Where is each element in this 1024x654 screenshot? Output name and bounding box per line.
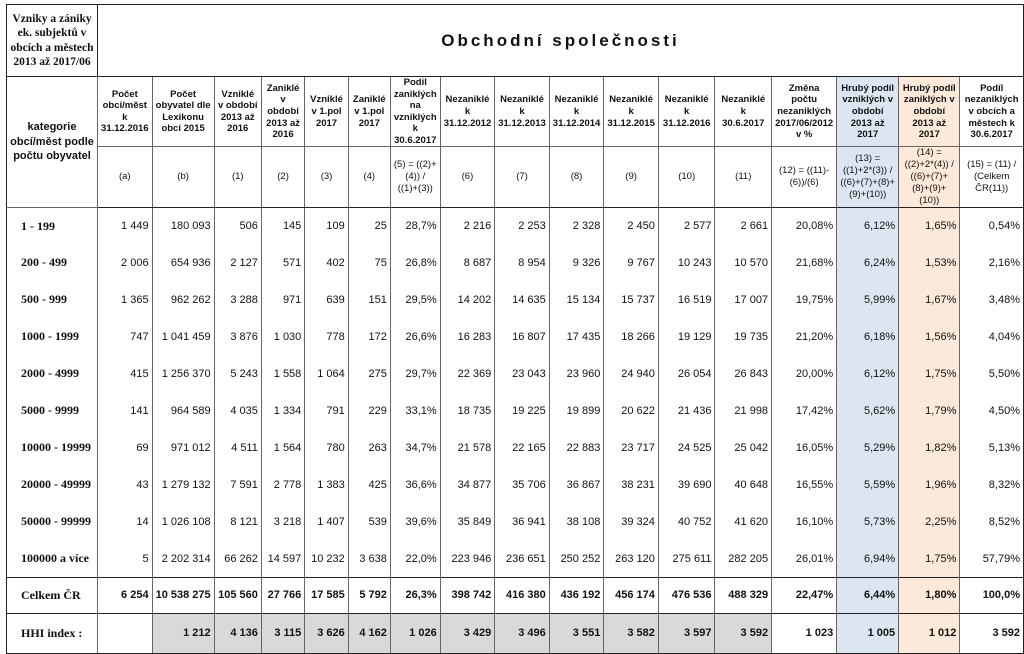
table-cell: 282 205 [715, 540, 772, 577]
table-cell: 1 012 [899, 613, 960, 653]
row-label: 20000 - 49999 [7, 466, 98, 503]
table-row [7, 503, 1024, 540]
table-cell: 39 690 [658, 466, 715, 503]
table-cell: 15 134 [549, 281, 604, 318]
table-cell: 1,53% [899, 244, 960, 281]
table-row [7, 281, 1024, 318]
column-formula: (5) = ((2)+(4)) / ((1)+(3)) [390, 147, 440, 207]
table-cell: 4 035 [214, 392, 261, 429]
table-cell: 275 611 [658, 540, 715, 577]
table-cell: 172 [348, 318, 390, 355]
table-cell: 10 538 275 [152, 577, 214, 613]
table-cell: 1,56% [899, 318, 960, 355]
table-cell: 16 519 [658, 281, 715, 318]
table-cell: 20 622 [604, 392, 659, 429]
column-formula: (1) [214, 147, 261, 207]
table-cell: 506 [214, 207, 261, 244]
table-cell: 7 591 [214, 466, 261, 503]
column-header: Nezaniklé k 31.12.2013 [495, 77, 550, 147]
table-cell: 416 380 [495, 577, 550, 613]
table-cell: 2 253 [495, 207, 550, 244]
table-cell: 4 511 [214, 429, 261, 466]
table-cell: 36 941 [495, 503, 550, 540]
table-cell: 5 792 [348, 577, 390, 613]
table-row [7, 392, 1024, 429]
table-cell: 2 661 [715, 207, 772, 244]
table-cell: 3 496 [495, 613, 550, 653]
table-cell: 66 262 [214, 540, 261, 577]
table-cell: 26 843 [715, 355, 772, 392]
table-cell: 6 254 [98, 577, 153, 613]
row-label: 10000 - 19999 [7, 429, 98, 466]
row-label: 200 - 499 [7, 244, 98, 281]
table-cell: 229 [348, 392, 390, 429]
table-cell: 4 136 [214, 613, 261, 653]
table-cell: 1 026 108 [152, 503, 214, 540]
table-cell: 22,0% [390, 540, 440, 577]
table-cell: 22 369 [440, 355, 495, 392]
column-formula: (b) [152, 147, 214, 207]
table-cell: 17 435 [549, 318, 604, 355]
table-cell: 2,16% [960, 244, 1024, 281]
table-cell: 1 026 [390, 613, 440, 653]
table-cell: 21 998 [715, 392, 772, 429]
table-cell: 29,5% [390, 281, 440, 318]
table-cell: 6,12% [837, 355, 899, 392]
title-row [7, 5, 1024, 77]
table-cell: 476 536 [658, 577, 715, 613]
table-cell: 33,1% [390, 392, 440, 429]
table-cell: 2 216 [440, 207, 495, 244]
formula-row [7, 147, 1024, 207]
table-cell: 25 [348, 207, 390, 244]
table-cell: 1 256 370 [152, 355, 214, 392]
table-cell: 14 597 [261, 540, 304, 577]
table-cell: 180 093 [152, 207, 214, 244]
table-cell: 19 225 [495, 392, 550, 429]
table-cell: 3,48% [960, 281, 1024, 318]
table-cell: 5,50% [960, 355, 1024, 392]
table-cell: 1,80% [899, 577, 960, 613]
table-cell: 141 [98, 392, 153, 429]
table-cell: 26,6% [390, 318, 440, 355]
table-cell: 25 042 [715, 429, 772, 466]
table-cell: 6,18% [837, 318, 899, 355]
table-cell: 5,99% [837, 281, 899, 318]
statistics-table-container [6, 4, 1024, 654]
table-cell: 1 005 [837, 613, 899, 653]
table-cell: 22 883 [549, 429, 604, 466]
table-cell: 19 129 [658, 318, 715, 355]
table-cell: 2 450 [604, 207, 659, 244]
table-cell: 3 429 [440, 613, 495, 653]
table-cell: 654 936 [152, 244, 214, 281]
table-cell: 1 564 [261, 429, 304, 466]
column-header: Počet obyvatel dle Lexikonu obcí 2015 [152, 77, 214, 147]
column-header: Nezaniklé k 31.12.2014 [549, 77, 604, 147]
table-cell: 8,52% [960, 503, 1024, 540]
column-formula: (12) = ((11)-(6))/(6) [772, 147, 837, 207]
column-formula: (7) [495, 147, 550, 207]
table-cell: 1 365 [98, 281, 153, 318]
table-cell: 971 [261, 281, 304, 318]
table-cell: 26 054 [658, 355, 715, 392]
table-cell: 21,20% [772, 318, 837, 355]
table-cell: 16,05% [772, 429, 837, 466]
table-row [7, 244, 1024, 281]
table-row [7, 429, 1024, 466]
statistics-table [6, 4, 1024, 654]
table-cell: 18 735 [440, 392, 495, 429]
column-formula: (13) = ((1)+2*(3)) / ((6)+(7)+(8)+(9)+(10)) [837, 147, 899, 207]
table-cell: 34,7% [390, 429, 440, 466]
table-cell: 971 012 [152, 429, 214, 466]
table-cell: 40 648 [715, 466, 772, 503]
table-cell: 34 877 [440, 466, 495, 503]
table-cell: 24 940 [604, 355, 659, 392]
table-cell: 3 597 [658, 613, 715, 653]
table-cell: 1,82% [899, 429, 960, 466]
table-cell: 223 946 [440, 540, 495, 577]
table-cell: 43 [98, 466, 153, 503]
table-cell: 17,42% [772, 392, 837, 429]
table-cell: 19 735 [715, 318, 772, 355]
table-cell: 539 [348, 503, 390, 540]
table-row [7, 540, 1024, 577]
column-header: Hrubý podíl vzniklých v období 2013 až 2017 [837, 77, 899, 147]
column-formula: (8) [549, 147, 604, 207]
table-cell: 26,8% [390, 244, 440, 281]
table-cell: 8 121 [214, 503, 261, 540]
table-cell: 402 [305, 244, 348, 281]
table-cell: 1 030 [261, 318, 304, 355]
table-cell: 3 288 [214, 281, 261, 318]
row-label: Celkem ČR [7, 577, 98, 613]
table-cell: 36 867 [549, 466, 604, 503]
table-cell: 2 577 [658, 207, 715, 244]
table-cell: 40 752 [658, 503, 715, 540]
column-formula: (10) [658, 147, 715, 207]
table-cell: 109 [305, 207, 348, 244]
column-formula: (a) [98, 147, 153, 207]
table-row [7, 318, 1024, 355]
table-cell: 3 592 [960, 613, 1024, 653]
table-cell: 3 638 [348, 540, 390, 577]
table-cell: 2 006 [98, 244, 153, 281]
table-cell: 425 [348, 466, 390, 503]
table-cell: 8 687 [440, 244, 495, 281]
table-cell: 29,7% [390, 355, 440, 392]
table-cell: 488 329 [715, 577, 772, 613]
column-header: Podíl zaniklých na vzniklých k 30.6.2017 [390, 77, 440, 147]
table-cell: 1 279 132 [152, 466, 214, 503]
table-cell: 2 127 [214, 244, 261, 281]
table-cell: 778 [305, 318, 348, 355]
table-cell: 10 243 [658, 244, 715, 281]
table-cell: 38 108 [549, 503, 604, 540]
table-cell: 780 [305, 429, 348, 466]
table-cell: 28,7% [390, 207, 440, 244]
table-cell: 2 778 [261, 466, 304, 503]
table-cell: 1 212 [152, 613, 214, 653]
table-cell: 436 192 [549, 577, 604, 613]
column-formula: (15) = (11) / (Celkem ČR(11)) [960, 147, 1024, 207]
table-cell: 1,65% [899, 207, 960, 244]
table-cell: 8 954 [495, 244, 550, 281]
table-row [7, 466, 1024, 503]
column-formula: (9) [604, 147, 659, 207]
table-cell: 20,00% [772, 355, 837, 392]
table-cell: 1,79% [899, 392, 960, 429]
table-cell: 3 582 [604, 613, 659, 653]
table-cell: 19 899 [549, 392, 604, 429]
table-cell: 26,01% [772, 540, 837, 577]
table-cell: 1,75% [899, 540, 960, 577]
table-cell: 8,32% [960, 466, 1024, 503]
table-cell: 17 007 [715, 281, 772, 318]
table-cell: 6,24% [837, 244, 899, 281]
table-cell: 2,25% [899, 503, 960, 540]
table-cell: 105 560 [214, 577, 261, 613]
table-cell: 39,6% [390, 503, 440, 540]
table-cell: 38 231 [604, 466, 659, 503]
table-cell [98, 613, 153, 653]
table-cell: 9 326 [549, 244, 604, 281]
corner-title: Vzniky a zániky ek. subjektů v obcích a městech 2013 až 2017/06 [7, 5, 98, 77]
table-cell: 14 635 [495, 281, 550, 318]
table-cell: 3 876 [214, 318, 261, 355]
hhi-row [7, 613, 1024, 653]
table-cell: 964 589 [152, 392, 214, 429]
table-cell: 16 283 [440, 318, 495, 355]
table-cell: 21 436 [658, 392, 715, 429]
table-cell: 21 578 [440, 429, 495, 466]
table-cell: 14 [98, 503, 153, 540]
table-cell: 4,50% [960, 392, 1024, 429]
table-cell: 639 [305, 281, 348, 318]
table-row [7, 355, 1024, 392]
table-cell: 39 324 [604, 503, 659, 540]
table-cell: 5 [98, 540, 153, 577]
column-formula: (4) [348, 147, 390, 207]
table-cell: 5,13% [960, 429, 1024, 466]
table-cell: 3 626 [305, 613, 348, 653]
table-cell: 16,55% [772, 466, 837, 503]
table-cell: 5 243 [214, 355, 261, 392]
table-cell: 1,75% [899, 355, 960, 392]
table-cell: 747 [98, 318, 153, 355]
column-header-row [7, 77, 1024, 147]
table-cell: 398 742 [440, 577, 495, 613]
table-cell: 23 717 [604, 429, 659, 466]
table-cell: 69 [98, 429, 153, 466]
column-header: Nezaniklé k 31.12.2012 [440, 77, 495, 147]
main-title: Obchodní společnosti [98, 5, 1024, 77]
table-cell: 6,12% [837, 207, 899, 244]
table-cell: 17 585 [305, 577, 348, 613]
table-cell: 5,62% [837, 392, 899, 429]
column-header: Počet obcí/měst k 31.12.2016 [98, 77, 153, 147]
table-cell: 26,3% [390, 577, 440, 613]
table-cell: 791 [305, 392, 348, 429]
table-cell: 23 960 [549, 355, 604, 392]
table-cell: 23 043 [495, 355, 550, 392]
table-cell: 0,54% [960, 207, 1024, 244]
table-cell: 263 [348, 429, 390, 466]
table-cell: 14 202 [440, 281, 495, 318]
table-cell: 21,68% [772, 244, 837, 281]
row-label: 50000 - 99999 [7, 503, 98, 540]
total-row [7, 577, 1024, 613]
table-cell: 1 449 [98, 207, 153, 244]
category-header: kategorie obcí/měst podle počtu obyvatel [7, 77, 98, 208]
table-cell: 3 592 [715, 613, 772, 653]
table-cell: 35 849 [440, 503, 495, 540]
table-cell: 1 334 [261, 392, 304, 429]
table-cell: 571 [261, 244, 304, 281]
table-cell: 36,6% [390, 466, 440, 503]
table-row [7, 207, 1024, 244]
table-cell: 263 120 [604, 540, 659, 577]
table-cell: 236 651 [495, 540, 550, 577]
table-cell: 145 [261, 207, 304, 244]
table-cell: 16 807 [495, 318, 550, 355]
row-label: HHI index : [7, 613, 98, 653]
row-label: 2000 - 4999 [7, 355, 98, 392]
column-header: Změna počtu nezaniklých 2017/06/2012 v % [772, 77, 837, 147]
table-cell: 2 202 314 [152, 540, 214, 577]
table-cell: 5,59% [837, 466, 899, 503]
table-cell: 1 383 [305, 466, 348, 503]
table-cell: 1 064 [305, 355, 348, 392]
column-formula: (14) = ((2)+2*(4)) / ((6)+(7)+(8)+(9)+(10)) [899, 147, 960, 207]
table-cell: 5,73% [837, 503, 899, 540]
table-cell: 41 620 [715, 503, 772, 540]
column-header: Vzniklé v 1.pol 2017 [305, 77, 348, 147]
table-cell: 3 551 [549, 613, 604, 653]
column-formula: (3) [305, 147, 348, 207]
row-label: 100000 a více [7, 540, 98, 577]
table-cell: 9 767 [604, 244, 659, 281]
table-cell: 415 [98, 355, 153, 392]
table-cell: 16,10% [772, 503, 837, 540]
table-cell: 2 328 [549, 207, 604, 244]
table-cell: 6,94% [837, 540, 899, 577]
table-cell: 3 218 [261, 503, 304, 540]
table-cell: 1 558 [261, 355, 304, 392]
table-cell: 151 [348, 281, 390, 318]
table-cell: 10 232 [305, 540, 348, 577]
table-cell: 456 174 [604, 577, 659, 613]
column-header: Zaniklé v období 2013 až 2016 [261, 77, 304, 147]
table-cell: 27 766 [261, 577, 304, 613]
column-header: Zaniklé v 1.pol 2017 [348, 77, 390, 147]
table-cell: 1 023 [772, 613, 837, 653]
table-cell: 1,96% [899, 466, 960, 503]
table-cell: 24 525 [658, 429, 715, 466]
column-header: Hrubý podíl zaniklých v období 2013 až 2017 [899, 77, 960, 147]
column-formula: (11) [715, 147, 772, 207]
table-cell: 10 570 [715, 244, 772, 281]
column-formula: (6) [440, 147, 495, 207]
table-cell: 275 [348, 355, 390, 392]
table-cell: 22,47% [772, 577, 837, 613]
table-cell: 100,0% [960, 577, 1024, 613]
row-label: 500 - 999 [7, 281, 98, 318]
table-cell: 1 041 459 [152, 318, 214, 355]
table-cell: 4 162 [348, 613, 390, 653]
column-header: Nezaniklé k 31.12.2016 [658, 77, 715, 147]
row-label: 1000 - 1999 [7, 318, 98, 355]
table-cell: 5,29% [837, 429, 899, 466]
table-cell: 250 252 [549, 540, 604, 577]
table-cell: 3 115 [261, 613, 304, 653]
table-cell: 57,79% [960, 540, 1024, 577]
table-cell: 35 706 [495, 466, 550, 503]
table-cell: 20,08% [772, 207, 837, 244]
column-header: Podíl nezaniklých v obcích a městech k 30.6.2017 [960, 77, 1024, 147]
column-header: Nezaniklé k 31.12.2015 [604, 77, 659, 147]
column-header: Nezaniklé k 30.6.2017 [715, 77, 772, 147]
row-label: 5000 - 9999 [7, 392, 98, 429]
column-formula: (2) [261, 147, 304, 207]
table-cell: 15 737 [604, 281, 659, 318]
table-cell: 6,44% [837, 577, 899, 613]
table-cell: 962 262 [152, 281, 214, 318]
table-cell: 22 165 [495, 429, 550, 466]
table-cell: 18 266 [604, 318, 659, 355]
row-label: 1 - 199 [7, 207, 98, 244]
table-cell: 1 407 [305, 503, 348, 540]
table-cell: 75 [348, 244, 390, 281]
table-cell: 1,67% [899, 281, 960, 318]
table-cell: 4,04% [960, 318, 1024, 355]
table-cell: 19,75% [772, 281, 837, 318]
column-header: Vzniklé v období 2013 až 2016 [214, 77, 261, 147]
